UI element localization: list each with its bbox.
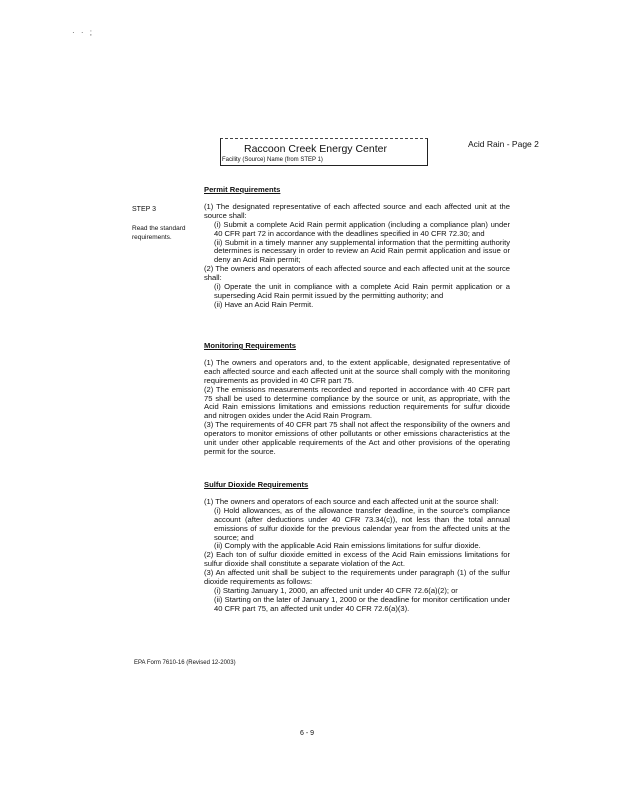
- sulfur-dioxide-requirements-heading: Sulfur Dioxide Requirements: [204, 480, 309, 489]
- sulfur-paragraph: (ii) Comply with the applicable Acid Rain emissions limitations for sulfur dioxide.: [214, 541, 481, 551]
- permit-requirements-section: [204, 186, 510, 310]
- monitoring-paragraph: (3) The requirements of 40 CFR part 75 shall not affect the responsibility of the owners and operators to monitor emissions of other pollutants or other emissions characteristics at the unit under other applicable requirements of the Act and other provisions of the operating permit for the source.: [204, 420, 510, 456]
- facility-name-caption: Facility (Source) Name (from STEP 1): [222, 157, 323, 163]
- facility-name: Raccoon Creek Energy Center: [244, 143, 387, 155]
- sulfur-paragraph: (ii) Starting on the later of January 1, 2000 or the deadline for monitor certification under 40 CFR part 75, an affected unit under 40 CFR 72.6(a)(3).: [214, 594, 510, 613]
- sulfur-paragraph: (1) The owners and operators of each source and each affected unit at the source shall:: [204, 496, 499, 506]
- permit-paragraph: (1) The designated representative of each affected source and each affected unit at the source shall:: [204, 201, 510, 220]
- step-label: STEP 3: [132, 206, 156, 213]
- permit-paragraph: (ii) Have an Acid Rain Permit.: [214, 299, 314, 309]
- page-label: Acid Rain - Page 2: [468, 139, 539, 149]
- monitoring-requirements-heading: Monitoring Requirements: [204, 341, 296, 350]
- monitoring-requirements-body: [204, 359, 510, 457]
- scan-mark: · · ;: [72, 28, 94, 37]
- monitoring-requirements-section: [204, 342, 510, 457]
- sulfur-paragraph: (2) Each ton of sulfur dioxide emitted in excess of the Acid Rain emissions limitations for sulfur dioxide shall constitute a separate violation of the Act.: [204, 550, 510, 569]
- form-number: EPA Form 7610-16 (Revised 12-2003): [134, 660, 236, 666]
- permit-paragraph: (i) Submit a complete Acid Rain permit application (including a compliance plan) under 40 CFR part 72 in accordance with the deadlines specified in 40 CFR 72.30; and: [214, 219, 510, 238]
- step-note: Read the standard requirements.: [132, 225, 186, 241]
- sulfur-paragraph: (i) Hold allowances, as of the allowance transfer deadline, in the source's compliance account (after deductions under 40 CFR 73.34(c)), not less than the total annual emissions of sulfur dioxide for the previous calendar year from the affected units at the source; and: [214, 505, 510, 542]
- sulfur-paragraph: (3) An affected unit shall be subject to the requirements under paragraph (1) of the sulfur dioxide requirements as follows:: [204, 568, 510, 587]
- permit-paragraph: (2) The owners and operators of each affected source and each affected unit at the source shall:: [204, 264, 510, 283]
- permit-requirements-body: [204, 203, 510, 310]
- sulfur-paragraph: (i) Starting January 1, 2000, an affected unit under 40 CFR 72.6(a)(2); or: [214, 585, 458, 595]
- page-number: 6 - 9: [300, 730, 315, 737]
- sulfur-dioxide-requirements-section: [204, 481, 510, 614]
- permit-paragraph: (i) Operate the unit in compliance with a complete Acid Rain permit application or a superseding Acid Rain permit issued by the permitting authority; and: [214, 282, 510, 300]
- monitoring-paragraph: (2) The emissions measurements recorded and reported in accordance with 40 CFR part 75 shall be used to determine compliance by the source or unit, as appropriate, with the Acid Rain emissions limitations and emissions reduction requirements for sulfur dioxide and nitrogen oxides under the Acid Rain Program.: [204, 384, 510, 421]
- monitoring-paragraph: (1) The owners and operators and, to the extent applicable, designated representative of each affected source and each affected unit at the source shall comply with the monitoring requirements as provided in 40 CFR part 75.: [204, 357, 510, 385]
- permit-paragraph: (ii) Submit in a timely manner any supplemental information that the permitting authority determines is necessary in order to review an Acid Rain permit application and issue or deny an Acid Rain permit;: [214, 237, 510, 265]
- permit-requirements-heading: Permit Requirements: [204, 185, 281, 194]
- sulfur-dioxide-requirements-body: [204, 498, 510, 614]
